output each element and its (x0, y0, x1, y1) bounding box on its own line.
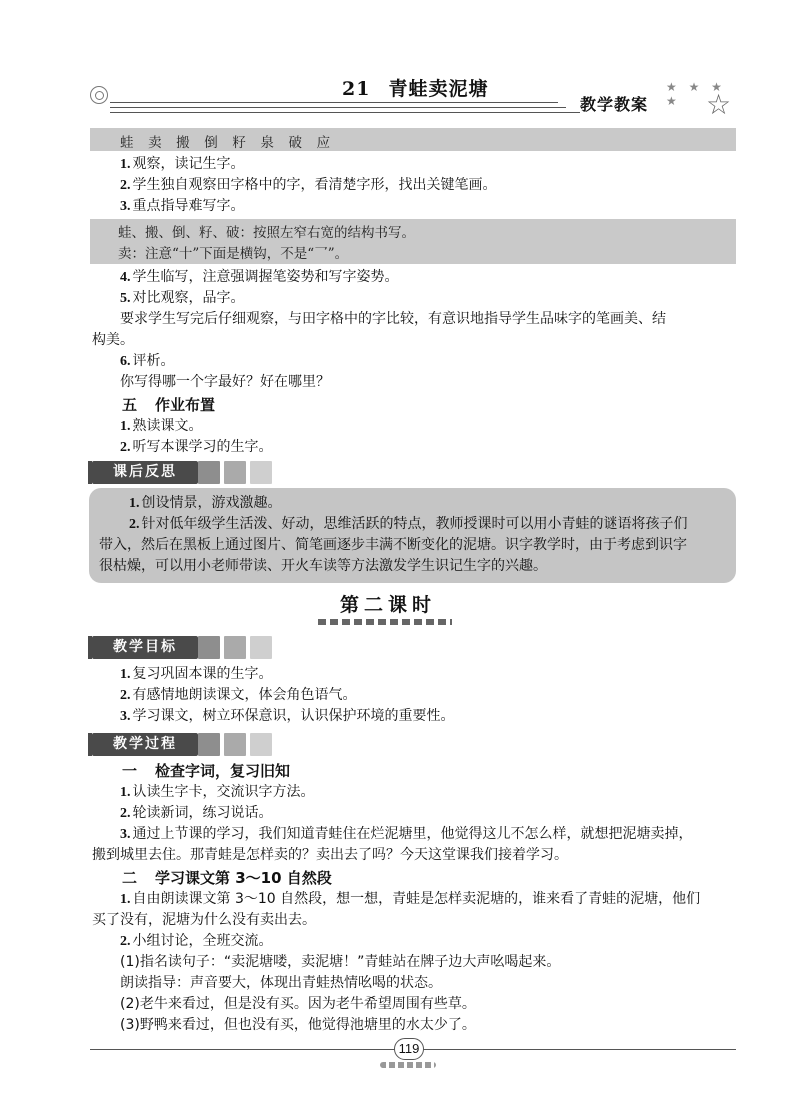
list-item: 2. 轮读新词，练习说话。 (120, 805, 273, 821)
footer-decoration (380, 1062, 436, 1068)
list-item: 2. 学生独自观察田字格中的字，看清楚字形，找出关键笔画。 (120, 177, 497, 193)
list-item: 3. 重点指导难写字。 (120, 198, 245, 214)
header-rule (110, 102, 558, 103)
goals-label: 教学目标 (92, 636, 198, 659)
list-item: 1. 自由朗读课文第 3～10 自然段，想一想，青蛙是怎样卖泥塘的，谁来看了青蛙的泥塘，他们 (120, 891, 701, 907)
paragraph-line: 构美。 (92, 332, 134, 348)
paragraph-line: 朗读指导：声音要大，体现出青蛙热情吆喝的状态。 (120, 975, 442, 991)
list-item: 3. 通过上节课的学习，我们知道青蛙住在烂泥塘里，他觉得这儿不怎么样，就想把泥塘卖掉， (120, 826, 693, 842)
lesson-name: 青蛙卖泥塘 (388, 78, 489, 100)
section-square (198, 636, 220, 659)
section-square (250, 636, 272, 659)
list-item: 3. 学习课文，树立环保意识，认识保护环境的重要性。 (120, 708, 455, 724)
section-square (198, 733, 220, 756)
section-square (224, 733, 246, 756)
reflection-box (89, 488, 736, 583)
list-item: 2. 听写本课学习的生字。 (120, 439, 273, 455)
lesson-number: 21 (342, 78, 371, 100)
char-band (90, 128, 736, 151)
period-title: 第二课时 (340, 594, 437, 616)
list-item: 1. 认读生字卡，交流识字方法。 (120, 784, 315, 800)
tip-line: 蛙、搬、倒、籽、破：按照左窄右宽的结构书写。 (118, 225, 415, 241)
list-item: 1. 复习巩固本课的生字。 (120, 666, 273, 682)
header-rule (110, 112, 580, 113)
list-item: 6. 评析。 (120, 353, 175, 369)
list-item: 1. 熟读课文。 (120, 418, 203, 434)
swirl-icon (90, 86, 108, 104)
list-item: 2. 有感情地朗读课文，体会角色语气。 (120, 687, 357, 703)
section-square (250, 733, 272, 756)
question-line: 你写得哪一个字最好？好在哪里？ (120, 374, 330, 390)
process-label: 教学过程 (92, 733, 198, 756)
star-icon: ☆ (706, 88, 732, 121)
tip-band (90, 219, 736, 264)
part1-heading: 一 检查字词，复习旧知 (122, 762, 291, 780)
section-square (224, 636, 246, 659)
list-item: 5. 对比观察，品字。 (120, 290, 245, 306)
section-square (198, 461, 220, 484)
list-item: 2. 小组讨论，全班交流。 (120, 933, 273, 949)
paragraph-line: 搬到城里去住。那青蛙是怎样卖的？卖出去了吗？今天这堂课我们接着学习。 (92, 847, 568, 863)
section-square (250, 461, 272, 484)
paragraph-line: (3)野鸭来看过，但也没有买，他觉得池塘里的水太少了。 (120, 1017, 476, 1033)
paragraph-line: (1)指名读句子：“卖泥塘喽，卖泥塘！”青蛙站在牌子边大声吆喝起来。 (120, 954, 561, 970)
list-item: 1. 观察，读记生字。 (120, 156, 245, 172)
section-square (224, 461, 246, 484)
paragraph-line: 很枯燥，可以用小老师带读、开火车读等方法激发学生识记生字的兴趣。 (99, 558, 547, 574)
list-item: 4. 学生临写，注意强调握笔姿势和写字姿势。 (120, 269, 399, 285)
header-rule (110, 107, 566, 108)
paragraph-line: 买了没有，泥塘为什么没有卖出去。 (92, 912, 316, 928)
lesson-title (342, 74, 488, 101)
list-item: 1. 创设情景，游戏激趣。 (129, 495, 282, 511)
paragraph-line: 要求学生写完后仔细观察，与田字格中的字比较，有意识地指导学生品味字的笔画美、结 (120, 311, 666, 327)
period-underline (318, 619, 452, 625)
homework-heading: 五 作业布置 (122, 396, 216, 414)
tip-line: 卖：注意“十”下面是横钩，不是“乛”。 (118, 246, 349, 262)
list-item: 2. 针对低年级学生活泼、好动，思维活跃的特点，教师授课时可以用小青蛙的谜语将孩子们 (129, 516, 688, 532)
reflection-label: 课后反思 (92, 461, 198, 484)
paragraph-line: (2)老牛来看过，但是没有买。因为老牛希望周围有些草。 (120, 996, 476, 1012)
stars-icon: ★ ★ ★ ★ (666, 80, 726, 108)
char-list: 蛙 卖 搬 倒 籽 泉 破 应 (120, 135, 333, 151)
header-tag: 教学教案 (580, 95, 649, 114)
page-number: 119 (394, 1038, 424, 1060)
part2-heading: 二 学习课文第 3～10 自然段 (122, 869, 332, 887)
page-header (86, 70, 736, 130)
paragraph-line: 带入，然后在黑板上通过图片、简笔画逐步丰满不断变化的泥塘。识字教学时，由于考虑到识字 (99, 537, 687, 553)
